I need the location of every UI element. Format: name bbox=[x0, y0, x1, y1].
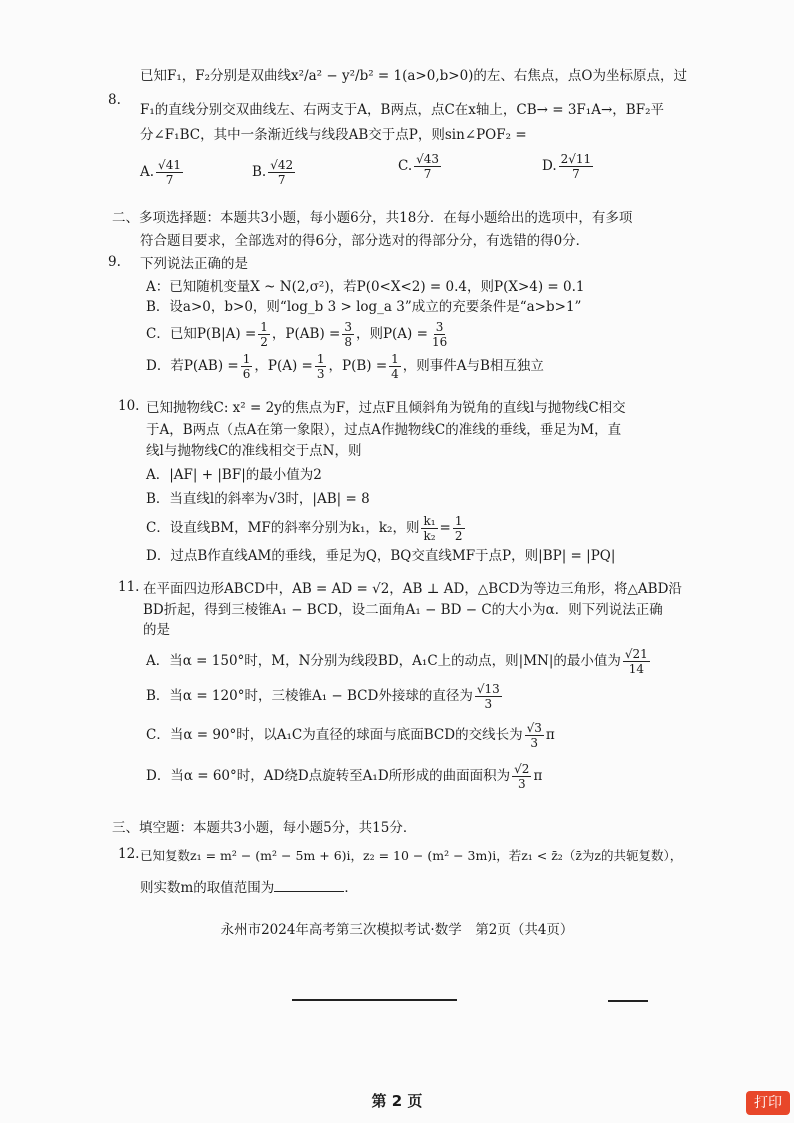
q8-option-b: B. $\frac{√42}{7}$ bbox=[252, 158, 294, 187]
divider-line bbox=[292, 999, 457, 1001]
q9-option-b: B．设a>0，b>0，则“log_b 3 > log_a 3”成立的充要条件是“a>b>1” bbox=[146, 299, 582, 315]
q8-number: 8. bbox=[108, 92, 121, 108]
q11-option-a: A．当α = 150°时，M，N分别为线段BD，A₁C上的动点，则|MN|的最小值为 $\frac{√21}{14}$ bbox=[146, 647, 648, 676]
q8-option-d: D. $\frac{2√11}{7}$ bbox=[542, 152, 592, 181]
q11-number: 11. bbox=[118, 579, 140, 595]
q12-line1: 已知复数z₁ = m² − (m² − 5m + 6)i，z₂ = 10 − (m² − 3m)i，若z₁ < z̄₂（z̄为z的共轭复数）， bbox=[140, 848, 683, 863]
page-label: 第 2 页 bbox=[371, 1092, 423, 1110]
section2-desc: 符合题目要求，全部选对的得6分，部分选对的得部分分，有选错的得0分． bbox=[140, 233, 590, 249]
print-button[interactable]: 打印 bbox=[746, 1091, 790, 1115]
q11-line3: 的是 bbox=[143, 622, 170, 638]
q9-number: 9. bbox=[108, 254, 121, 270]
q11-line1: 在平面四边形ABCD中，AB = AD = √2，AB ⊥ AD，△BCD为等边三角形，将△ABD沿 bbox=[143, 581, 682, 597]
page-footer: 永州市2024年高考第三次模拟考试·数学 第2页（共4页） bbox=[220, 922, 574, 938]
q12-number: 12. bbox=[118, 846, 140, 862]
q10-option-a: A．|AF| + |BF|的最小值为2 bbox=[146, 467, 322, 483]
q10-number: 10. bbox=[118, 398, 140, 414]
q9-option-d: D．若P(AB) = $\frac{1}{6}$ ，P(A) = $\frac{1}{3}$ ，P(B) = $\frac{1}{4}$ ，则事件A与B相互独立 bbox=[146, 352, 544, 381]
divider-line-short bbox=[608, 1000, 648, 1002]
q8-line3: 分∠F₁BC，其中一条渐近线与线段AB交于点P，则sin∠POF₂ = bbox=[140, 127, 527, 143]
q10-line3: 线l与抛物线C的准线相交于点N，则 bbox=[146, 443, 362, 459]
q9-option-a: A：已知随机变量X ~ N(2,σ²)，若P(0<X<2) = 0.4，则P(X>4) = 0.1 bbox=[146, 279, 585, 295]
q8-line2: F₁的直线分别交双曲线左、右两支于A，B两点，点C在x轴上，CB→ = 3F₁A→，BF₂平 bbox=[140, 102, 664, 118]
q12-line2: 则实数m的取值范围为 ． bbox=[140, 880, 358, 896]
q8-option-a: A. $\frac{√41}{7}$ bbox=[140, 158, 181, 187]
q11-option-d: D．当α = 60°时，AD绕D点旋转至A₁D所形成的曲面面积为 $\frac{√2}{3}$ π bbox=[146, 762, 543, 791]
q10-option-b: B．当直线l的斜率为√3时，|AB| = 8 bbox=[146, 491, 370, 507]
q10-line2: 于A，B两点（点A在第一象限），过点A作抛物线C的准线的垂线，垂足为M，直 bbox=[146, 422, 622, 438]
q8-line1: 已知F₁，F₂分别是双曲线x²/a² − y²/b² = 1(a>0,b>0)的左、右焦点，点O为坐标原点，过 bbox=[140, 68, 687, 84]
q11-option-b: B．当α = 120°时，三棱锥A₁ − BCD外接球的直径为 $\frac{√13}{3}$ bbox=[146, 682, 500, 711]
q8-option-c: C. $\frac{√43}{7}$ bbox=[398, 152, 440, 181]
answer-blank bbox=[274, 879, 344, 892]
q11-option-c: C．当α = 90°时，以A₁C为直径的球面与底面BCD的交线长为 $\frac{√3}{3}$ π bbox=[146, 721, 555, 750]
q10-line1: 已知抛物线C: x² = 2y的焦点为F，过点F且倾斜角为锐角的直线l与抛物线C相交 bbox=[146, 400, 626, 416]
section3-heading: 三、填空题：本题共3小题，每小题5分，共15分． bbox=[112, 820, 417, 836]
q10-option-c: C．设直线BM，MF的斜率分别为k₁，k₂，则 $\frac{\text{k₁}}{\text{k₂}}$ = $\frac{1}{2}$ bbox=[146, 514, 463, 543]
q10-option-d: D．过点B作直线AM的垂线，垂足为Q，BQ交直线MF于点P，则|BP| = |PQ| bbox=[146, 548, 616, 564]
q9-option-c: C．已知P(B|A) = $\frac{1}{2}$ ，P(AB) = $\frac{3}{8}$ ，则P(A) = $\frac{3}{16}$ bbox=[146, 320, 448, 349]
section2-heading: 二、多项选择题：本题共3小题，每小题6分，共18分．在每小题给出的选项中，有多项 bbox=[112, 210, 633, 226]
q9-stem: 下列说法正确的是 bbox=[140, 256, 248, 272]
q11-line2: BD折起，得到三棱锥A₁ − BCD，设二面角A₁ − BD − C的大小为α．则下列说法正确 bbox=[143, 602, 663, 618]
